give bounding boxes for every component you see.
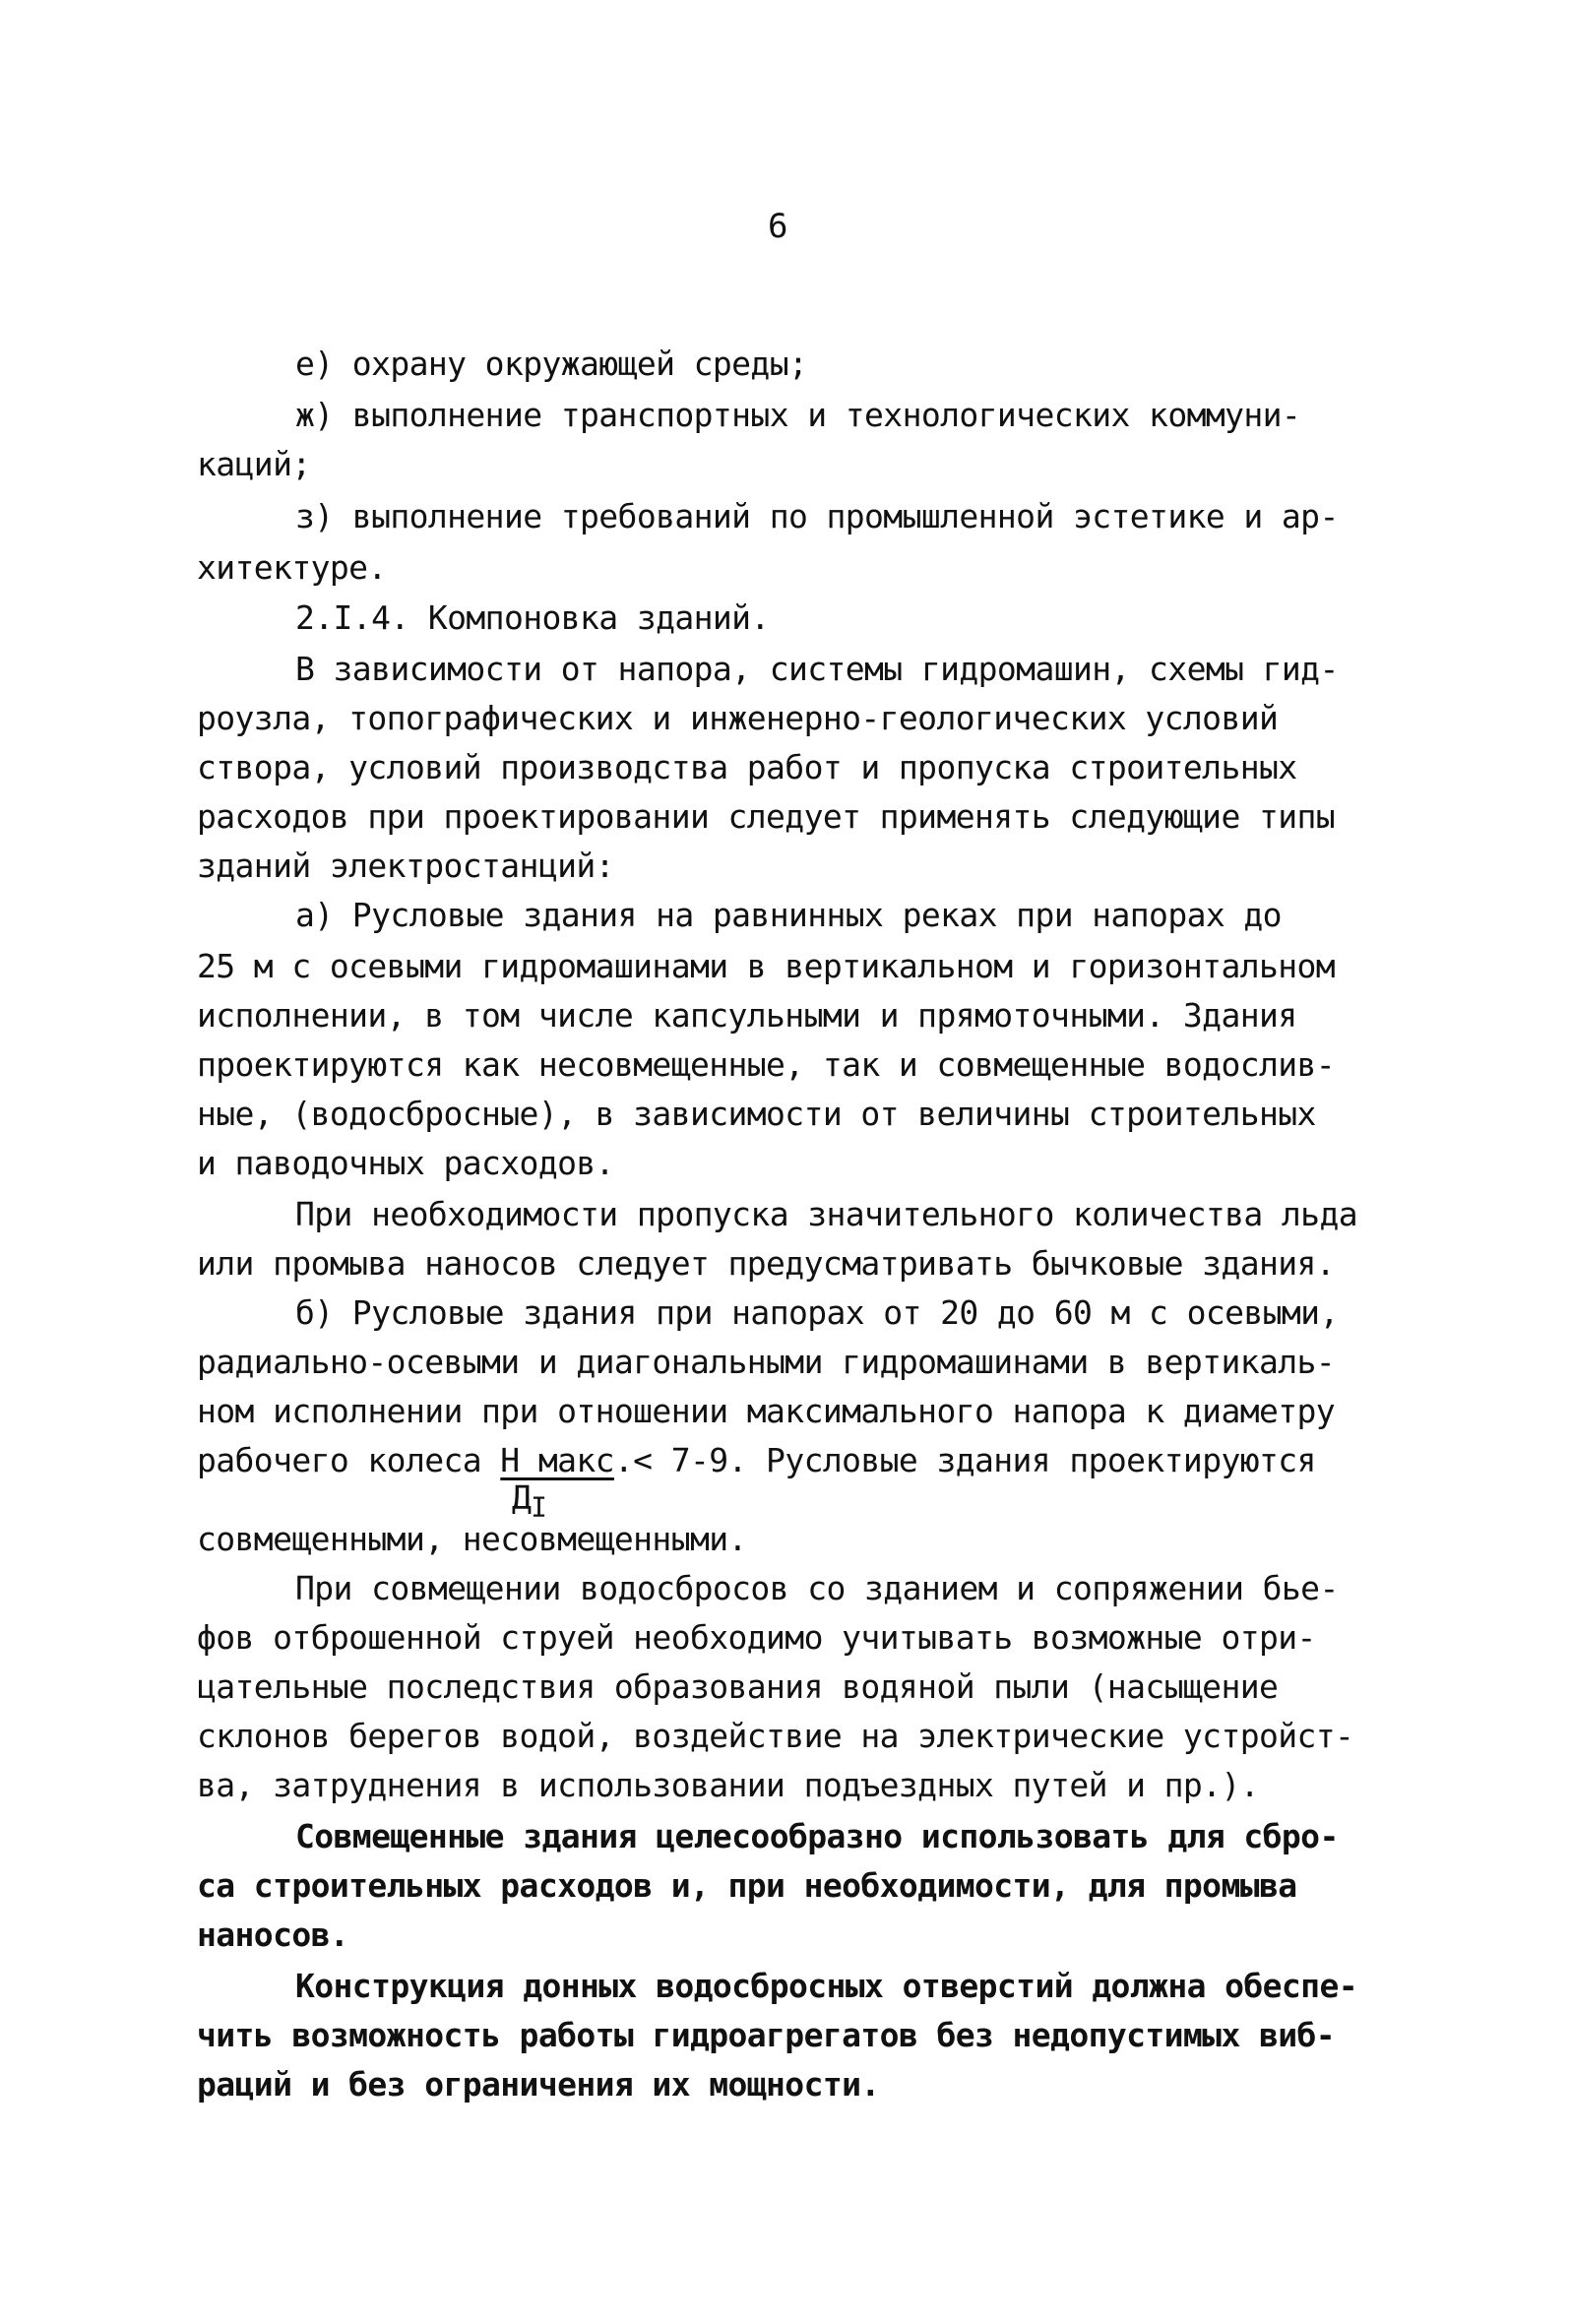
- text-line: Конструкция донных водосбросных отверстий должна обеспе-: [295, 1967, 1357, 2005]
- text-line: При совмещении водосбросов со зданием и сопряжении бье-: [295, 1569, 1339, 1607]
- text-line: роузла, топографических и инженерно-геологических условий: [197, 699, 1279, 737]
- text-line: б) Русловые здания при напорах от 20 до 60 м с осевыми,: [295, 1293, 1339, 1332]
- text-line: расходов при проектировании следует применять следующие типы: [197, 797, 1336, 836]
- page-number: 6: [768, 207, 787, 246]
- text-line: е) охрану окружающей среды;: [295, 345, 808, 383]
- text-line: ные, (водосбросные), в зависимости от величины строительных: [197, 1095, 1316, 1133]
- text-line: раций и без ограничения их мощности.: [197, 2065, 880, 2104]
- text-line: а) Русловые здания на равнинных реках при напорах до: [295, 896, 1282, 934]
- text-line: створа, условий производства работ и пропуска строительных: [197, 748, 1297, 786]
- formula-numerator: Н макс: [500, 1441, 614, 1479]
- text-line: проектируются как несовмещенные, так и совмещенные водослив-: [197, 1045, 1336, 1084]
- text-line: хитектуре.: [197, 548, 387, 587]
- text-line: зданий электростанций:: [197, 847, 614, 885]
- formula-denominator-letter: Д: [512, 1478, 532, 1517]
- formula-denominator-subscript: I: [531, 1491, 547, 1524]
- text-line: 25 м с осевыми гидромашинами в вертикальном и горизонтальном: [197, 947, 1336, 985]
- text-line: В зависимости от напора, системы гидромашин, схемы гид-: [295, 650, 1339, 688]
- text-line: фов отброшенной струей необходимо учитывать возможные отри-: [197, 1618, 1316, 1657]
- text-line: цательные последствия образования водяной пыли (насыщение: [197, 1667, 1279, 1706]
- text-line: ж) выполнение транспортных и технологических коммуни-: [295, 396, 1301, 434]
- formula-line: [197, 1441, 1316, 1479]
- section-heading: 2.I.4. Компоновка зданий.: [295, 598, 770, 637]
- text-line: ва, затруднения в использовании подъездных путей и пр.).: [197, 1766, 1259, 1804]
- text-line: наносов.: [197, 1916, 349, 1954]
- text-line: чить возможность работы гидроагрегатов без недопустимых виб-: [197, 2016, 1336, 2054]
- text-line: и паводочных расходов.: [197, 1144, 614, 1182]
- formula-relation: .< 7-9. Русловые здания проектируются: [613, 1441, 1316, 1479]
- formula-denominator: [512, 1478, 546, 1524]
- text-line: При необходимости пропуска значительного количества льда: [295, 1195, 1357, 1233]
- text-line: каций;: [197, 445, 311, 483]
- text-line: склонов берегов водой, воздействие на электрические устройст-: [197, 1717, 1354, 1755]
- text-line: ном исполнении при отношении максимального напора к диаметру: [197, 1392, 1336, 1430]
- text-line: исполнении, в том числе капсульными и прямоточными. Здания: [197, 996, 1297, 1035]
- text-line: са строительных расходов и, при необходимости, для промыва: [197, 1866, 1297, 1905]
- text-line: совмещенными, несовмещенными.: [197, 1520, 747, 1558]
- text-line: Совмещенные здания целесообразно использовать для сбро-: [295, 1817, 1339, 1855]
- formula-prefix: рабочего колеса: [197, 1441, 501, 1479]
- text-line: з) выполнение требований по промышленной эстетике и ар-: [295, 497, 1339, 535]
- text-line: радиально-осевыми и диагональными гидромашинами в вертикаль-: [197, 1343, 1336, 1381]
- text-line: или промыва наносов следует предусматривать бычковые здания.: [197, 1244, 1336, 1283]
